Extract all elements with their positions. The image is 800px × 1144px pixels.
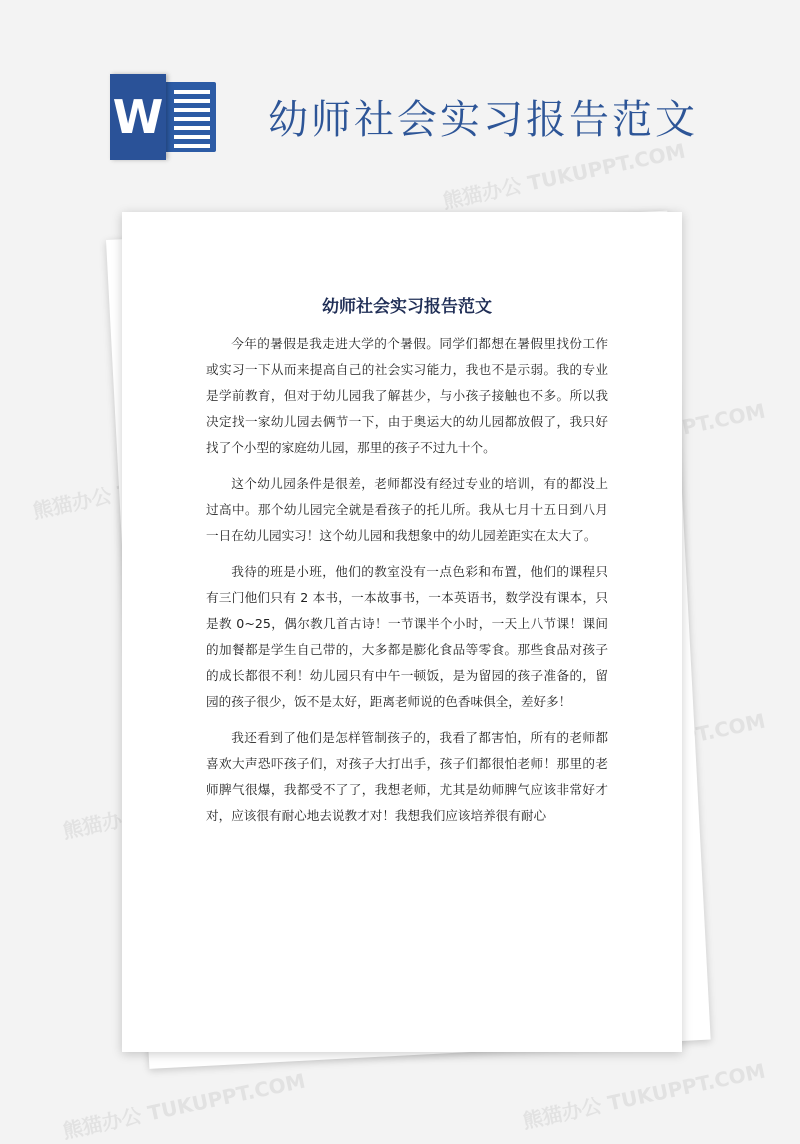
watermark: 熊猫办公 TUKUPPT.COM [440, 138, 688, 214]
watermark: 熊猫办公 [60, 803, 144, 844]
paragraph: 我待的班是小班，他们的教室没有一点色彩和布置，他们的课程只有三门他们只有 2 本书，一本故事书，一本英语书，数学没有课本，只是教 0~25，偶尔教几首古诗！一节课半个小时，一天上八节课！课间的加餐都是学生自己带的，大多都是膨化食品等零食。那些食品对孩子的成长都很不利！幼儿园只有中午一顿饭，是为留园的孩子准备的，留园的孩子很少，饭不是太好，距离老师说的色香味俱全，差好多！ [206, 564, 608, 709]
header-title: 幼师社会实习报告范文 [268, 97, 698, 143]
watermark: 熊猫办公 TUKUPPT.COM [520, 1058, 768, 1134]
paragraph: 这个幼儿园条件是很差，老师都没有经过专业的培训，有的都没上过高中。那个幼儿园完全就是看孩子的托儿所。我从七月十五日到八月一日在幼儿园实习！这个幼儿园和我想象中的幼儿园差距实在太大了。 [206, 476, 608, 543]
word-logo-icon [110, 74, 216, 160]
paragraph: 今年的暑假是我走进大学的个暑假。同学们都想在暑假里找份工作或实习一下从而来提高自己的社会实习能力，我也不是示弱。我的专业是学前教育，但对于幼儿园我了解甚少，与小孩子接触也不多。所以我决定找一家幼儿园去俩节一下，由于奥运大的幼儿园都放假了，我只好找了个小型的家庭幼儿园，那里的孩子不过九十个。 [206, 336, 608, 455]
watermark: TUKUPPT.COM [605, 398, 768, 456]
word-w-badge: W [110, 74, 166, 160]
watermark: 熊猫办公 TUKUPPT.COM [60, 1068, 308, 1144]
document-page [122, 212, 682, 1052]
paragraph: 我还看到了他们是怎样管制孩子的，我看了都害怕，所有的老师都喜欢大声恐吓孩子们，对孩子大打出手，孩子们都很怕老师！那里的老师脾气很爆，我都受不了了，我想老师，尤其是幼师脾气应该非常好才对，应该很有耐心地去说教才对！我想我们应该培养很有耐心 [206, 730, 608, 823]
watermark: 熊猫办公 [30, 483, 114, 524]
document-title: 幼师社会实习报告范文 [322, 297, 492, 317]
